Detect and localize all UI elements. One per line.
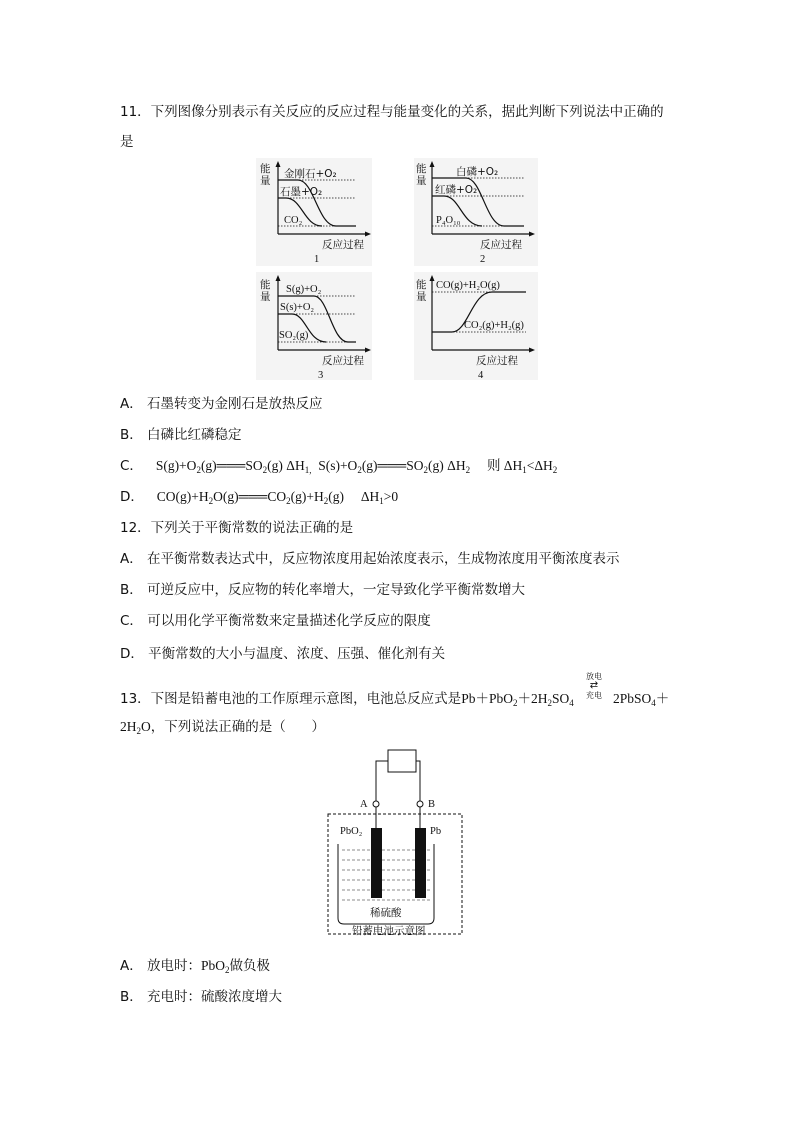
svg-text:量: 量 (416, 175, 427, 187)
q13-stem-products: 2PbSO$_4$＋ (613, 691, 670, 708)
q13-stem-line1: 13．下图是铅蓄电池的工作原理示意图，电池总反应式是$Pb+PbO_2+2H_2SO_4$ (120, 691, 574, 708)
fig1-upper-label: 金刚石+O₂ (284, 168, 337, 180)
battery-caption: 铅蓄电池示意图 (352, 925, 426, 937)
pbo2-electrode (371, 828, 382, 898)
energy-diagram-3 (256, 272, 372, 380)
fig2-upper-label: 白磷+O₂ (456, 166, 499, 178)
fig1-middle-label: 石墨+O₂ (280, 186, 323, 198)
q13-option-a: A． 放电时：PbO$_2$做负极 (120, 958, 271, 975)
fig3-upper-label: S(g)+O₂ (286, 284, 322, 295)
electrode-right-label: Pb (430, 826, 442, 837)
pb-electrode (415, 828, 426, 898)
reversible-arrow: 放电 ⇄ 充电 (586, 672, 602, 700)
terminal-b-label: B (428, 799, 436, 810)
terminal-a-label: A (360, 799, 368, 810)
q11-option-d: D． $CO(g)+H_2O(g)═══CO_2(g)+H_2(g)$ $\Delta H_1>0$ (120, 489, 399, 506)
q12-option-a: A． 在平衡常数表达式中，反应物浓度用起始浓度表示，生成物浓度用平衡浓度表示 (120, 551, 620, 567)
fig1-lower-label: CO₂ (284, 215, 303, 226)
energy-diagram-2 (414, 158, 538, 266)
q12-option-c: C． 可以用化学平衡常数来定量描述化学反应的限度 (120, 613, 431, 629)
q13-option-b: B． 充电时：硫酸浓度增大 (120, 989, 283, 1005)
q12-option-d: D． 平衡常数的大小与温度、浓度、压强、催化剂有关 (120, 646, 446, 662)
fig1-xlabel: 反应过程 (322, 239, 364, 251)
svg-text:反应过程: 反应过程 (476, 355, 518, 367)
fig2-lower-label: P₄O₁₀ (436, 215, 461, 226)
fig1-caption: 1 (314, 254, 320, 265)
svg-text:能: 能 (416, 279, 427, 291)
svg-text:量: 量 (260, 175, 271, 187)
q11-option-c: C． $S(g)+O_2(g)═══SO_2(g)$ $\Delta H_{1,}$ $S(s)+O_2(g)═══SO_2(g)$ $\Delta H_2$ 则 $\Delta H_1<\Delta H_2$ (120, 458, 558, 475)
svg-text:4: 4 (478, 370, 484, 380)
fig2-middle-label: 红磷+O₂ (435, 184, 478, 196)
svg-text:能: 能 (260, 279, 271, 291)
lead-battery-diagram (322, 748, 466, 938)
fig3-middle-label: S(s)+O₂ (280, 302, 315, 313)
electrolyte-label: 稀硫酸 (370, 907, 402, 919)
energy-diagram-1 (256, 158, 372, 266)
q11-stem-line2: 是 (120, 134, 134, 150)
fig4-lower-label: CO₂(g)+H₂(g) (464, 320, 524, 331)
svg-text:反应过程: 反应过程 (480, 239, 522, 251)
q13-stem-line2: $2H_2O$，下列说法正确的是（ ） (120, 719, 325, 736)
q12-option-b: B． 可逆反应中，反应物的转化率增大，一定导致化学平衡常数增大 (120, 582, 526, 598)
svg-text:能: 能 (416, 163, 427, 175)
q11-stem-line1: 11．下列图像分别表示有关反应的反应过程与能量变化的关系，据此判断下列说法中正确的 (120, 104, 664, 120)
svg-text:量: 量 (416, 291, 427, 303)
svg-text:2: 2 (480, 254, 486, 265)
q11-option-a: A． 石墨转变为金刚石是放热反应 (120, 396, 323, 412)
fig3-lower-label: SO₂(g) (279, 330, 309, 341)
svg-text:3: 3 (318, 370, 324, 380)
q12-stem: 12．下列关于平衡常数的说法正确的是 (120, 520, 354, 536)
fig1-ylabel: 能 (260, 163, 271, 175)
svg-text:量: 量 (260, 291, 271, 303)
q11-option-b: B． 白磷比红磷稳定 (120, 427, 242, 443)
electrode-left-label: PbO₂ (340, 826, 363, 837)
energy-diagram-4 (414, 272, 538, 380)
fig4-upper-label: CO(g)+H₂O(g) (436, 280, 500, 291)
svg-text:反应过程: 反应过程 (322, 355, 364, 367)
